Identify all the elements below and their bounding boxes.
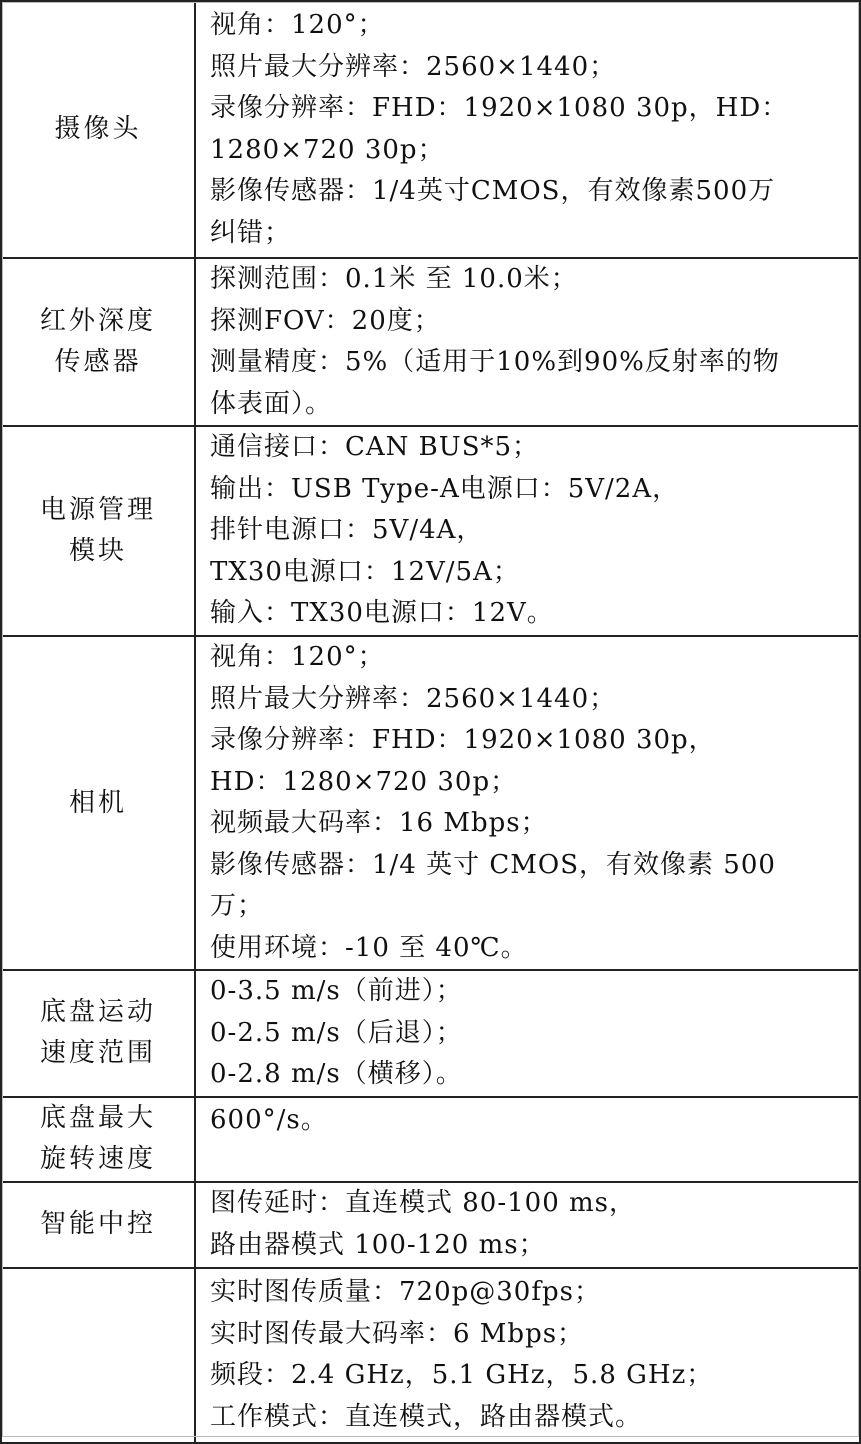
- spec-value-line: 0-2.8 m/s（横移）。: [210, 1059, 463, 1089]
- spec-value-line: 影像传感器：1/4英寸CMOS，有效像素500万: [210, 176, 776, 206]
- spec-value: [195, 1268, 860, 1443]
- spec-value-line: 实时图传质量：720p@30fps；: [210, 1277, 601, 1307]
- spec-value-line: 纠错；: [210, 217, 292, 248]
- spec-value-line: 使用环境：-10 至 40℃。: [210, 932, 528, 963]
- spec-value: [195, 426, 860, 636]
- spec-value-line: 0-3.5 m/s（前进）；: [210, 976, 463, 1006]
- spec-label: [1, 1182, 195, 1268]
- spec-row-camera: [1, 636, 860, 970]
- spec-value-line: 影像传感器：1/4 英寸 CMOS，有效像素 500: [210, 849, 776, 880]
- spec-value-line: 探测FOV：20度；: [210, 305, 441, 336]
- spec-row-power-module: [1, 426, 860, 636]
- spec-value-line: 0-2.5 m/s（后退）；: [210, 1017, 463, 1048]
- spec-value-line: 路由器模式 100-120 ms；: [210, 1229, 546, 1260]
- spec-row-chassis-rotation: [1, 1097, 860, 1182]
- spec-label-line: 底盘最大: [39, 1103, 156, 1133]
- spec-row-camera-module: [1, 1, 860, 258]
- spec-label-line: 传感器: [54, 347, 142, 377]
- spec-value-line: 测量精度：5%（适用于10%到90%反射率的物: [210, 347, 780, 377]
- spec-label: [1, 1, 195, 258]
- spec-row-ir-depth-sensor: [1, 258, 860, 426]
- spec-value-line: 排针电源口：5V/4A，: [210, 515, 484, 546]
- spec-value-line: 探测范围：0.1米 至 10.0米；: [210, 264, 578, 294]
- spec-value-line: 工作模式：直连模式，路由器模式。: [210, 1401, 643, 1432]
- spec-value-line: 通信接口：CAN BUS*5；: [210, 432, 540, 463]
- spec-row-smart-controller: [1, 1182, 860, 1268]
- spec-value: [195, 258, 860, 426]
- spec-row-chassis-speed: [1, 970, 860, 1097]
- spec-value: [195, 1182, 860, 1268]
- spec-value-line: 图传延时：直连模式 80-100 ms，: [210, 1188, 637, 1218]
- spec-value-line: 照片最大分辨率：2560×1440；: [210, 683, 617, 714]
- spec-label-line: 相机: [68, 787, 127, 818]
- spec-label-line: 速度范围: [39, 1038, 156, 1069]
- spec-value-line: TX30电源口：12V/5A；: [210, 556, 520, 587]
- spec-label: [1, 1268, 195, 1443]
- spec-value-line: 视角：120°；: [210, 10, 385, 40]
- spec-value: [195, 970, 860, 1097]
- spec-value-line: HD：1280×720 30p；: [210, 766, 518, 797]
- spec-value: [195, 636, 860, 970]
- spec-label-line: 模块: [68, 536, 127, 566]
- spec-label-line: 底盘运动: [39, 997, 156, 1028]
- spec-value-line: 频段：2.4 GHz，5.1 GHz，5.8 GHz；: [210, 1360, 714, 1390]
- spec-value: [195, 1097, 860, 1182]
- spec-value-line: 视频最大码率：16 Mbps；: [210, 808, 548, 838]
- spec-label: [1, 636, 195, 970]
- spec-label-line: 摄像头: [54, 114, 142, 144]
- spec-value-line: 实时图传最大码率：6 Mbps；: [210, 1318, 585, 1349]
- spec-value-line: 1280×720 30p；: [210, 134, 445, 165]
- spec-label-line: 旋转速度: [39, 1144, 156, 1174]
- spec-value-line: 万；: [210, 891, 265, 921]
- spec-value: [195, 1, 860, 258]
- spec-value-line: 输入：TX30电源口：12V。: [210, 598, 554, 629]
- spec-value-line: 600°/s。: [210, 1104, 328, 1135]
- spec-value-line: 视角：120°；: [210, 642, 385, 672]
- spec-label: [1, 426, 195, 636]
- spec-label-line: 电源管理: [39, 495, 156, 525]
- spec-value-line: 录像分辨率：FHD：1920×1080 30p，HD：: [210, 93, 789, 123]
- spec-label-line: 智能中控: [39, 1209, 156, 1239]
- spec-label: [1, 258, 195, 426]
- spec-label-line: 红外深度: [39, 306, 156, 336]
- spec-value-line: 录像分辨率：FHD：1920×1080 30p，: [210, 725, 716, 755]
- spec-row-video-transmission: [1, 1268, 860, 1443]
- spec-value-line: 体表面）。: [210, 388, 333, 419]
- spec-value-line: 输出：USB Type-A电源口：5V/2A，: [210, 473, 680, 504]
- spec-label: [1, 970, 195, 1097]
- spec-value-line: 照片最大分辨率：2560×1440；: [210, 51, 617, 82]
- spec-label: [1, 1097, 195, 1182]
